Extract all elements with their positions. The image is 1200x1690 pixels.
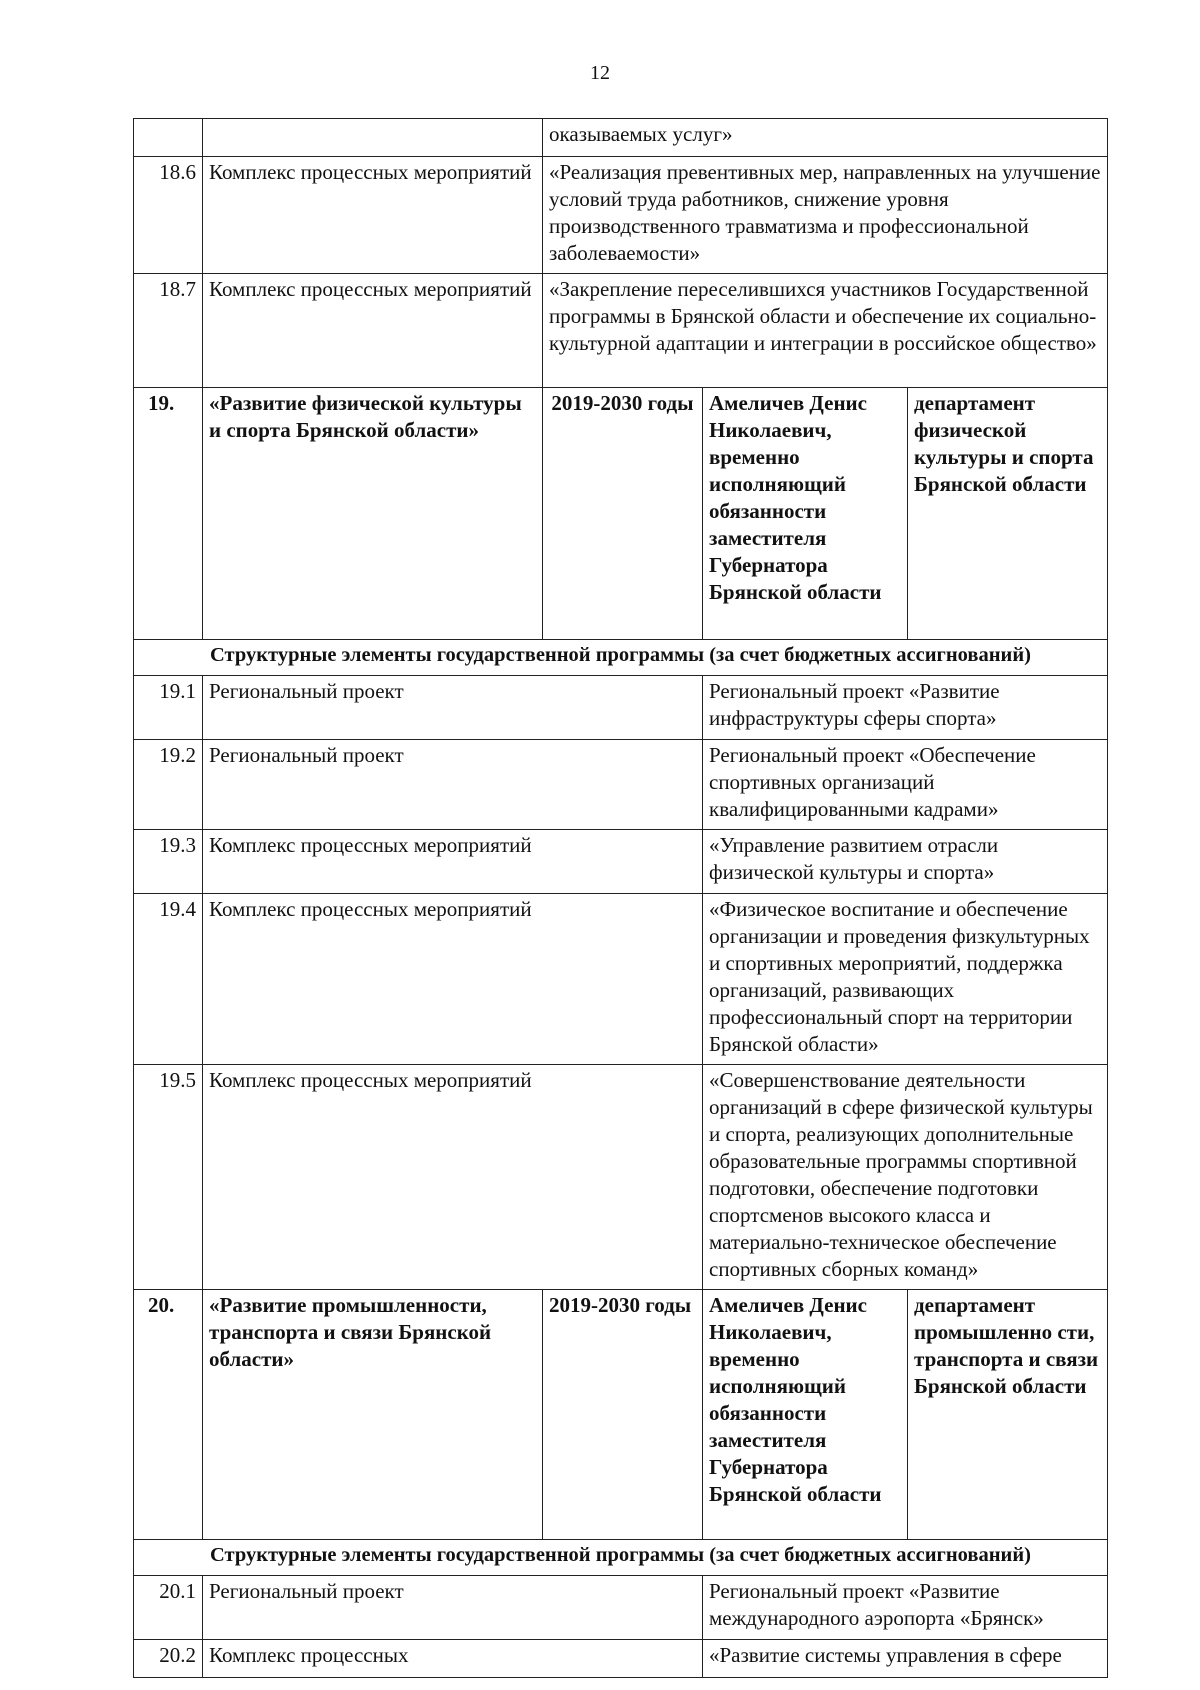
row-number: 20.2 <box>134 1640 203 1678</box>
row-number: 18.6 <box>134 157 203 274</box>
element-kind: Комплекс процессных мероприятий <box>203 894 703 1065</box>
row-number <box>134 119 203 157</box>
element-description: Региональный проект «Обеспечение спортивных организаций квалифицированными кадрами» <box>703 740 1108 830</box>
table-row <box>134 830 1108 894</box>
element-kind: Комплекс процессных мероприятий <box>203 830 703 894</box>
program-number: 20. <box>134 1290 203 1540</box>
program-executor: департамент промышленно сти, транспорта и связи Брянской области <box>908 1290 1108 1540</box>
table-row <box>134 119 1108 157</box>
table-row <box>134 274 1108 388</box>
program-row <box>134 388 1108 640</box>
table-row <box>134 894 1108 1065</box>
element-kind: Комплекс процессных мероприятий <box>203 157 543 274</box>
row-number: 19.1 <box>134 676 203 740</box>
element-kind: Комплекс процессных мероприятий <box>203 1065 703 1290</box>
element-description: Региональный проект «Развитие международного аэропорта «Брянск» <box>703 1576 1108 1640</box>
program-name: «Развитие физической культуры и спорта Брянской области» <box>203 388 543 640</box>
element-description: Региональный проект «Развитие инфраструктуры сферы спорта» <box>703 676 1108 740</box>
element-kind: Региональный проект <box>203 740 703 830</box>
program-responsible: Амеличев Денис Николаевич, временно исполняющий обязанности заместителя Губернатора Брянской области <box>703 388 908 640</box>
program-period: 2019-2030 годы <box>543 388 703 640</box>
section-row <box>134 640 1108 676</box>
program-table <box>133 118 1108 1678</box>
section-row <box>134 1540 1108 1576</box>
element-description: «Реализация превентивных мер, направленных на улучшение условий труда работников, снижение уровня производственного травматизма и профессиональной заболеваемости» <box>543 157 1108 274</box>
program-period: 2019-2030 годы <box>543 1290 703 1540</box>
row-number: 19.3 <box>134 830 203 894</box>
element-description: «Закрепление переселившихся участников Государственной программы в Брянской области и обеспечение их социально-культурной адаптации и интеграции в российское общество» <box>543 274 1108 388</box>
element-description: «Физическое воспитание и обеспечение организации и проведения физкультурных и спортивных мероприятий, поддержка организаций, развивающих профессиональный спорт на территории Брянской области» <box>703 894 1108 1065</box>
row-number: 19.4 <box>134 894 203 1065</box>
element-description: «Управление развитием отрасли физической культуры и спорта» <box>703 830 1108 894</box>
table-row <box>134 1576 1108 1640</box>
row-number: 20.1 <box>134 1576 203 1640</box>
row-number: 19.2 <box>134 740 203 830</box>
table-row <box>134 157 1108 274</box>
element-description: оказываемых услуг» <box>543 119 1108 157</box>
section-heading: Структурные элементы государственной программы (за счет бюджетных ассигнований) <box>134 1540 1108 1576</box>
table-row <box>134 676 1108 740</box>
program-executor: департамент физической культуры и спорта Брянской области <box>908 388 1108 640</box>
element-kind: Региональный проект <box>203 1576 703 1640</box>
page-number: 12 <box>590 62 610 84</box>
program-row <box>134 1290 1108 1540</box>
table-row <box>134 740 1108 830</box>
element-description: «Совершенствование деятельности организаций в сфере физической культуры и спорта, реализующих дополнительные образовательные программы спортивной подготовки, обеспечение подготовки спортсменов высокого класса и материально-техническое обеспечение спортивных сборных команд» <box>703 1065 1108 1290</box>
section-heading: Структурные элементы государственной программы (за счет бюджетных ассигнований) <box>134 640 1108 676</box>
program-number: 19. <box>134 388 203 640</box>
table-row <box>134 1640 1108 1678</box>
element-kind: Региональный проект <box>203 676 703 740</box>
table-row <box>134 1065 1108 1290</box>
element-kind: Комплекс процессных <box>203 1640 703 1678</box>
row-number: 18.7 <box>134 274 203 388</box>
element-description: «Развитие системы управления в сфере <box>703 1640 1108 1678</box>
program-responsible: Амеличев Денис Николаевич, временно исполняющий обязанности заместителя Губернатора Брянской области <box>703 1290 908 1540</box>
element-kind <box>203 119 543 157</box>
element-kind: Комплекс процессных мероприятий <box>203 274 543 388</box>
row-number: 19.5 <box>134 1065 203 1290</box>
program-name: «Развитие промышленности, транспорта и связи Брянской области» <box>203 1290 543 1540</box>
